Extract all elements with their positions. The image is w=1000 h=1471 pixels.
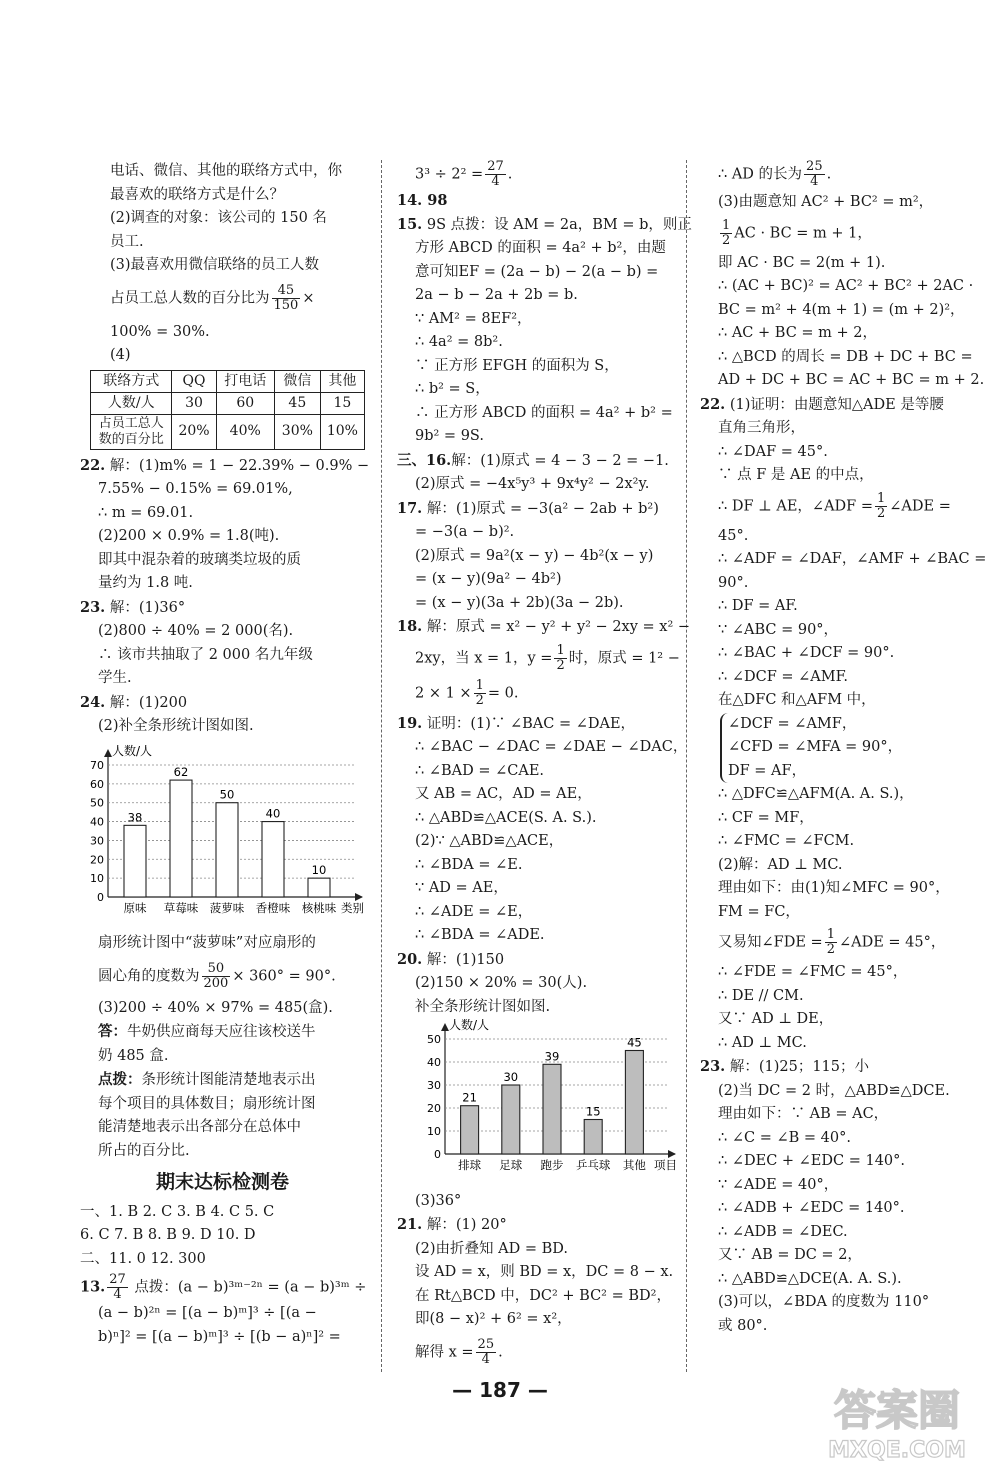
text-line (80, 596, 365, 621)
fraction (720, 219, 732, 248)
text-segment: 2 × 1 × (415, 685, 472, 701)
denominator: 200 (203, 975, 229, 991)
question-number: 24. (80, 693, 106, 711)
text-line: FM = FC， (718, 903, 800, 920)
fraction (107, 1273, 128, 1302)
text-segment: AC · BC = m + 1， (734, 225, 872, 241)
table-header: 打电话 (216, 370, 274, 392)
y-tick-label: 10 (427, 1125, 441, 1138)
text-line: ∴ DF = AF. (718, 598, 798, 614)
numerator: 50 (202, 962, 231, 977)
text-line (700, 1055, 985, 1080)
text-line: ∴ AC + BC = m + 2， (718, 325, 877, 341)
text-line: = (x − y)(9a² − 4b²) (415, 571, 562, 587)
text-line: (2)原式 = 9a²(x − y) − 4b²(x − y) (415, 547, 654, 564)
y-tick-label: 60 (90, 777, 104, 791)
numerator: 1 (475, 677, 484, 693)
x-axis-label: 类别 (341, 900, 364, 915)
y-tick-label: 70 (90, 758, 104, 772)
y-tick-label: 50 (90, 796, 104, 810)
watermark-url: MXQE.COM (828, 1438, 966, 1463)
x-axis-arrow (355, 893, 363, 901)
text-line: ∴ ∠BAC − ∠DAC = ∠DAE − ∠DAC， (415, 739, 688, 755)
text-line: 每个项目的具体数目；扇形统计图 (98, 1095, 316, 1112)
text-line (80, 1020, 365, 1045)
text-segment: 圆心角的度数为 (98, 968, 200, 984)
column-3 (700, 160, 985, 1338)
text-line (80, 1068, 365, 1093)
x-tick-label: 香橙味 (255, 900, 291, 915)
x-tick-label: 跑步 (540, 1158, 564, 1172)
text-line: ∴ CF = MF， (718, 809, 814, 826)
text-line (700, 219, 985, 248)
bar (124, 825, 146, 897)
text-line: 最喜欢的联络方式是什么？ (110, 186, 284, 203)
text-line: 直角三角形， (718, 420, 805, 436)
text-line: (2)当 DC = 2 时，△ABD≌△DCE. (718, 1082, 950, 1099)
denominator: 2 (826, 942, 835, 957)
x-tick-label: 其他 (622, 1158, 646, 1172)
text-line: ∴ ∠BDA = ∠ADE. (415, 927, 545, 943)
watermark-text: 答案圈 (833, 1386, 961, 1435)
text-segment: 2xy，当 x = 1，y = (415, 650, 553, 666)
text-line: 90°. (718, 574, 749, 591)
table-cell: 30 (172, 392, 216, 414)
text-line (700, 393, 985, 418)
data-label: 62 (173, 764, 189, 779)
text-line: ∴ ∠ADB = ∠DEC. (718, 1223, 848, 1240)
table-row (91, 392, 365, 414)
numerator: 27 (109, 1272, 126, 1287)
fraction (804, 160, 825, 189)
text-line: DF = AF， (728, 762, 807, 779)
y-tick-label: 0 (434, 1148, 441, 1161)
text-line: 即其中混杂着的玻璃类垃圾的质 (98, 551, 301, 568)
bar (625, 1051, 643, 1155)
table-cell: 40% (216, 414, 274, 449)
answer-label: 答： (98, 1023, 127, 1040)
text-line: 100% = 30%. (110, 323, 210, 340)
text-line (700, 160, 985, 189)
text-line (397, 497, 679, 522)
bar (461, 1106, 479, 1154)
text-segment: 证明：(1)∵ ∠BAC = ∠DAE， (426, 715, 636, 732)
column-1 (80, 160, 370, 1349)
fraction (825, 928, 837, 957)
denominator: 4 (491, 174, 500, 189)
x-tick-label: 足球 (499, 1158, 523, 1172)
text-line: = −3(a − b)². (415, 524, 515, 540)
text-line (397, 615, 691, 640)
text-line: (a − b)²ⁿ = [(a − b)ᵐ]³ ÷ [(a − (98, 1305, 317, 1321)
table-cell: 10% (320, 414, 364, 449)
text-line: ∴ △BCD 的周长 = DB + DC + BC = (718, 348, 973, 365)
y-tick-label: 30 (90, 833, 104, 847)
text-line: ∵ AD = AE， (415, 880, 508, 896)
y-axis-arrow (104, 749, 112, 757)
data-label: 50 (219, 787, 235, 802)
text-line (700, 492, 985, 521)
text-line: 又 AB = AC，AD = AE， (415, 786, 592, 802)
text-line: = (x − y)(3a + 2b)(3a − 2b). (415, 594, 624, 611)
bar (308, 878, 330, 897)
y-axis-label: 人数/人 (112, 743, 153, 758)
text-segment: 解：(1)200 (109, 694, 188, 711)
text-segment: 解：(1)m% = 1 − 22.39% − 0.9% − (109, 457, 370, 474)
bar (502, 1085, 520, 1154)
numerator: 1 (877, 490, 886, 506)
text-line: ∴ 4a² = 8b². (415, 334, 503, 350)
denominator: 4 (481, 1351, 490, 1367)
text-line: ∠DCF = ∠AMF， (728, 715, 857, 732)
text-line: ∴ m = 69.01. (98, 504, 194, 521)
text-line: AD + DC + BC = AC + BC = m + 2. (718, 372, 985, 388)
text-line: 理由如下：∵ AB = AC， (718, 1106, 889, 1122)
text-line: ∴ △ABD≌△DCE(A. A. S.). (718, 1270, 902, 1287)
text-segment: 又易知∠FDE = (718, 934, 823, 951)
text-line: ∴ ∠DCF = ∠AMF. (718, 668, 849, 685)
x-tick-label: 乒乓球 (575, 1158, 611, 1172)
text-segment: 解：原式 = x² − y² + y² − 2xy = x² − (426, 619, 691, 635)
text-line: ∴ ∠ADF = ∠DAF，∠AMF + ∠BAC = (718, 551, 987, 567)
question-number: 17. (397, 499, 423, 517)
flavor-bar-chart (80, 739, 365, 924)
text-line: 在 Rt△BCD 中，DC² + BC² = BD²， (415, 1287, 671, 1304)
table-row (91, 414, 365, 449)
question-number: 三、16. (397, 451, 452, 469)
text-line (80, 454, 370, 479)
text-segment: 解：(1)36° (109, 599, 186, 616)
text-line: 45°. (718, 527, 749, 544)
text-line: 奶 485 盒. (98, 1047, 169, 1064)
text-line: 又∵ AD ⊥ DE， (718, 1011, 834, 1027)
data-label: 30 (503, 1070, 519, 1084)
text-line (397, 644, 679, 673)
text-line: ∴ ∠BDA = ∠E. (415, 856, 523, 873)
text-segment: 解：(1)25；115；小 (729, 1059, 870, 1075)
text-segment: (1)证明：由题意知△ADE 是等腰 (729, 396, 944, 413)
text-line: ∵ 正方形 EFGH 的面积为 S， (415, 357, 619, 374)
page-number: — 187 — (452, 1378, 548, 1402)
text-line: ∴ ∠DEC + ∠EDC = 140°. (718, 1153, 906, 1169)
text-line: 能清楚地表示出各部分在总体中 (98, 1119, 301, 1135)
text-line: 学生. (98, 670, 132, 686)
data-label: 38 (127, 809, 143, 824)
text-line: (3)36° (415, 1192, 462, 1209)
text-segment: 解：(1)150 (426, 951, 505, 968)
text-line: ∵ ∠ADE = 40°， (718, 1176, 839, 1193)
question-number: 23. (80, 598, 106, 616)
text-segment: 占员工总人数的百分比为 (110, 290, 270, 306)
text-line: (3)可以，∠BDA 的度数为 110° (718, 1294, 930, 1310)
text-line: 在△DFC 和△AFM 中， (718, 692, 876, 708)
fraction (202, 962, 231, 991)
text-line (397, 213, 692, 238)
text-line: 7.55% − 0.15% = 69.01%, (98, 481, 293, 497)
denominator: 2 (877, 505, 886, 521)
text-line: (2)200 × 0.9% = 1.8(吨). (98, 528, 280, 544)
data-label: 21 (462, 1090, 477, 1105)
text-line: ∵ 点 F 是 AE 的中点， (718, 467, 874, 483)
text-line: (2)补全条形统计图如图. (98, 718, 254, 734)
table-row (91, 370, 365, 392)
denominator: 4 (113, 1287, 122, 1302)
watermark-logo (812, 1375, 982, 1465)
denominator: 4 (810, 174, 819, 189)
y-tick-label: 10 (90, 871, 104, 885)
text-line: b)ⁿ]² = [(a − b)ᵐ]³ ÷ [(b − a)ⁿ]² = (98, 1328, 341, 1345)
x-tick-label: 排球 (458, 1158, 482, 1172)
y-tick-label: 0 (97, 890, 104, 904)
text-line: 扇形统计图中“菠萝味”对应扇形的 (98, 935, 316, 951)
fraction (272, 284, 301, 313)
text-line: 所占的百分比. (98, 1142, 190, 1159)
text-line: 二、11. 0 12. 300 (80, 1250, 206, 1267)
text-segment: 时，原式 = 1² − (568, 650, 680, 666)
text-line (397, 449, 679, 474)
text-line: 员工. (110, 233, 144, 250)
text-segment: × (302, 290, 315, 306)
text-line: ∴ ∠ADE = ∠E， (415, 903, 533, 920)
column-divider-1 (381, 160, 382, 1372)
data-label: 45 (627, 1035, 642, 1050)
data-label: 10 (311, 862, 327, 877)
table-cell: 20% (172, 414, 216, 449)
text-segment: 解：(1)原式 = 4 − 3 − 2 = −1. (451, 452, 669, 469)
text-line: 9b² = 9S. (415, 428, 484, 444)
data-label: 39 (544, 1049, 560, 1064)
text-segment: ∴ DF ⊥ AE，∠ADF = (718, 498, 873, 514)
text-line: 理由如下：由(1)知∠MFC = 90°， (718, 880, 950, 896)
text-line: 补全条形统计图如图. (415, 998, 551, 1015)
text-line (397, 948, 679, 973)
text-line (397, 160, 679, 189)
table-cell: 60 (216, 392, 274, 414)
hint-label: 点拨： (98, 1071, 142, 1088)
y-tick-label: 50 (427, 1033, 441, 1046)
text-line: ∴ DE // CM. (718, 987, 804, 1004)
sport-bar-chart (397, 1019, 679, 1181)
text-line: ∴ b² = S， (415, 381, 490, 397)
bar (170, 780, 192, 897)
table-header: 其他 (320, 370, 364, 392)
table-header: 微信 (274, 370, 320, 392)
question-number: 21. (397, 1216, 423, 1233)
text-line: 14. 98 (397, 192, 448, 209)
question-number: 22. (80, 456, 106, 474)
text-line: (2)由折叠知 AD = BD. (415, 1240, 568, 1257)
numerator: 1 (722, 217, 731, 233)
x-tick-label: 原味 (123, 900, 147, 915)
text-segment: . (826, 166, 832, 183)
table-header: QQ (172, 370, 216, 392)
y-tick-label: 30 (427, 1079, 441, 1092)
table-cell: 45 (274, 392, 320, 414)
text-line (80, 284, 365, 313)
y-tick-label: 40 (427, 1056, 441, 1069)
text-segment: 3³ ÷ 2² = (415, 166, 484, 183)
text-line: ∵ ∠ABC = 90°， (718, 621, 839, 638)
text-segment: ∠ADE = 45°， (838, 934, 946, 951)
text-line: 即 AC · BC = 2(m + 1). (718, 254, 886, 271)
fraction (554, 644, 566, 673)
text-line: (2)调查的对象：该公司的 150 名 (110, 210, 327, 226)
x-tick-label: 草莓味 (163, 900, 199, 915)
text-line (397, 1213, 679, 1238)
text-segment: . (507, 166, 513, 183)
text-line (397, 712, 679, 737)
text-line (397, 1338, 679, 1367)
data-label: 40 (265, 806, 281, 821)
text-segment: 解：(1)原式 = −3(a² − 2ab + b²) (426, 500, 659, 517)
text-line: (3)最喜欢用微信联络的员工人数 (110, 257, 320, 273)
numerator: 27 (487, 159, 504, 174)
text-segment: ∠ADE = (889, 498, 951, 514)
text-line: 6. C 7. B 8. B 9. D 10. D (80, 1227, 256, 1243)
numerator: 45 (272, 284, 301, 299)
table-cell: 30% (274, 414, 320, 449)
text-line: 2a − b − 2a + 2b = b. (415, 287, 578, 303)
text-line: ∴ AD ⊥ MC. (718, 1034, 807, 1051)
question-number: 23. (700, 1058, 726, 1075)
bar (216, 802, 238, 896)
x-tick-label: 核桃味 (301, 900, 337, 915)
text-line: ∠CFD = ∠MFA = 90°， (728, 739, 903, 755)
denominator: 150 (273, 297, 299, 313)
text-line: ∴ ∠FDE = ∠FMC = 45°， (718, 964, 908, 980)
denominator: 2 (722, 232, 731, 248)
table-header: 联络方式 (91, 370, 172, 392)
y-axis-label: 人数/人 (449, 1019, 490, 1032)
text-segment: = 0. (487, 685, 519, 701)
x-axis-label: 项目 (654, 1158, 677, 1172)
text-line: 又∵ AB = DC = 2， (718, 1247, 862, 1263)
table-cell: 15 (320, 392, 364, 414)
text-segment: × 360° = 90°. (232, 968, 336, 984)
question-number: 18. (397, 618, 423, 635)
x-axis-arrow (668, 1150, 676, 1158)
denominator: 2 (556, 657, 565, 673)
text-segment: 解：(1) 20° (426, 1217, 507, 1233)
question-number: 13. (80, 1278, 106, 1296)
text-line: (2)800 ÷ 40% = 2 000(名). (98, 623, 294, 639)
text-line: ∴ ∠DAF = 45°. (718, 443, 828, 460)
bar (262, 821, 284, 896)
text-line: ∴ (AC + BC)² = AC² + BC² + 2AC · (718, 278, 974, 294)
numerator: 1 (826, 927, 835, 942)
text-segment: 条形统计图能清楚地表示出 (141, 1072, 316, 1088)
numerator: 25 (477, 1336, 495, 1352)
congruence-brace (700, 713, 985, 784)
y-tick-label: 40 (90, 815, 104, 829)
text-segment: 解得 x = (415, 1344, 474, 1360)
text-line: 即(8 − x)² + 6² = x²， (415, 1311, 572, 1327)
text-line: 设 AD = x，则 BD = x，DC = 8 − x. (415, 1264, 674, 1280)
numerator: 1 (556, 642, 565, 658)
data-label: 15 (585, 1104, 601, 1119)
text-line: 电话、微信、其他的联络方式中，你 (110, 163, 342, 179)
text-segment: 点拨：(a − b)³ᵐ⁻²ⁿ = (a − b)³ᵐ ÷ (134, 1279, 367, 1296)
text-line: ∴ ∠FMC = ∠FCM. (718, 833, 855, 849)
text-line: (2)原式 = −4x⁵y³ + 9x⁴y² − 2x²y. (415, 476, 650, 492)
text-line: 量约为 1.8 吨. (98, 575, 193, 591)
fraction (474, 679, 486, 708)
text-line: ∴ ∠C = ∠B = 40°. (718, 1129, 851, 1146)
text-line: ∴ 该市共抽取了 2 000 名九年级 (98, 646, 313, 663)
text-line: (3)200 ÷ 40% × 97% = 485(盒). (98, 999, 333, 1016)
text-line: 一、1. B 2. C 3. B 4. C 5. C (80, 1203, 275, 1220)
text-line: ∴ △DFC≌△AFM(A. A. S.)， (718, 786, 914, 802)
section-title: 期末达标检测卷 (155, 1171, 289, 1193)
text-line: (2)∵ △ABD≌△ACE， (415, 833, 564, 849)
text-segment: ∴ AD 的长为 (718, 166, 803, 183)
question-number: 19. (397, 714, 423, 732)
text-line: (3)由题意知 AC² + BC² = m²， (718, 194, 934, 210)
question-number: 20. (397, 950, 423, 968)
text-segment: 9S 点拨：设 AM = 2a，BM = b，则正 (426, 216, 692, 233)
fraction (485, 160, 506, 189)
column-2 (397, 159, 692, 1367)
text-line: ∵ AM² = 8EF²， (415, 310, 532, 327)
table-cell: 人数/人 (91, 392, 172, 414)
bar (543, 1064, 561, 1154)
contact-method-table (90, 370, 365, 450)
y-tick-label: 20 (427, 1102, 441, 1115)
brace-group (720, 713, 902, 784)
text-line (700, 928, 985, 957)
column-divider-2 (686, 160, 687, 1372)
text-line: ∴ ∠BAD = ∠CAE. (415, 762, 545, 779)
text-line: ∴ ∠BAC + ∠DCF = 90°. (718, 645, 895, 661)
text-line (80, 1273, 365, 1302)
bar (584, 1120, 602, 1155)
text-line: BC = m² + 4(m + 1) = (m + 2)²， (718, 301, 965, 318)
y-tick-label: 20 (90, 852, 104, 866)
text-line: 意可知EF = (2a − b) − 2(a − b) = (415, 263, 659, 280)
fraction (875, 492, 887, 521)
text-line: ∴ 正方形 ABCD 的面积 = 4a² + b² = (415, 404, 673, 421)
text-line: 方形 ABCD 的面积 = 4a² + b²，由题 (415, 240, 666, 256)
text-segment: . (498, 1344, 503, 1360)
text-line: (2)150 × 20% = 30(人). (415, 975, 588, 991)
table-cell: 占员工总人数的百分比 (91, 414, 172, 449)
text-line: 或 80°. (718, 1317, 768, 1334)
question-number: 22. (700, 395, 726, 413)
text-line (80, 962, 365, 991)
text-line: (2)解：AD ⊥ MC. (718, 856, 843, 873)
text-line (397, 679, 679, 708)
numerator: 25 (806, 159, 823, 174)
text-line (80, 691, 365, 716)
text-line: (4) (110, 347, 131, 363)
question-number: 15. (397, 215, 423, 233)
x-tick-label: 菠萝味 (209, 900, 245, 915)
text-line: ∴ △ABD≌△ACE(S. A. S.). (415, 809, 597, 826)
fraction (476, 1338, 497, 1367)
text-segment: 牛奶供应商每天应往该校送牛 (127, 1024, 316, 1040)
denominator: 2 (475, 692, 484, 708)
y-axis-arrow (441, 1023, 449, 1031)
text-line: ∴ ∠ADB + ∠EDC = 140°. (718, 1200, 905, 1216)
